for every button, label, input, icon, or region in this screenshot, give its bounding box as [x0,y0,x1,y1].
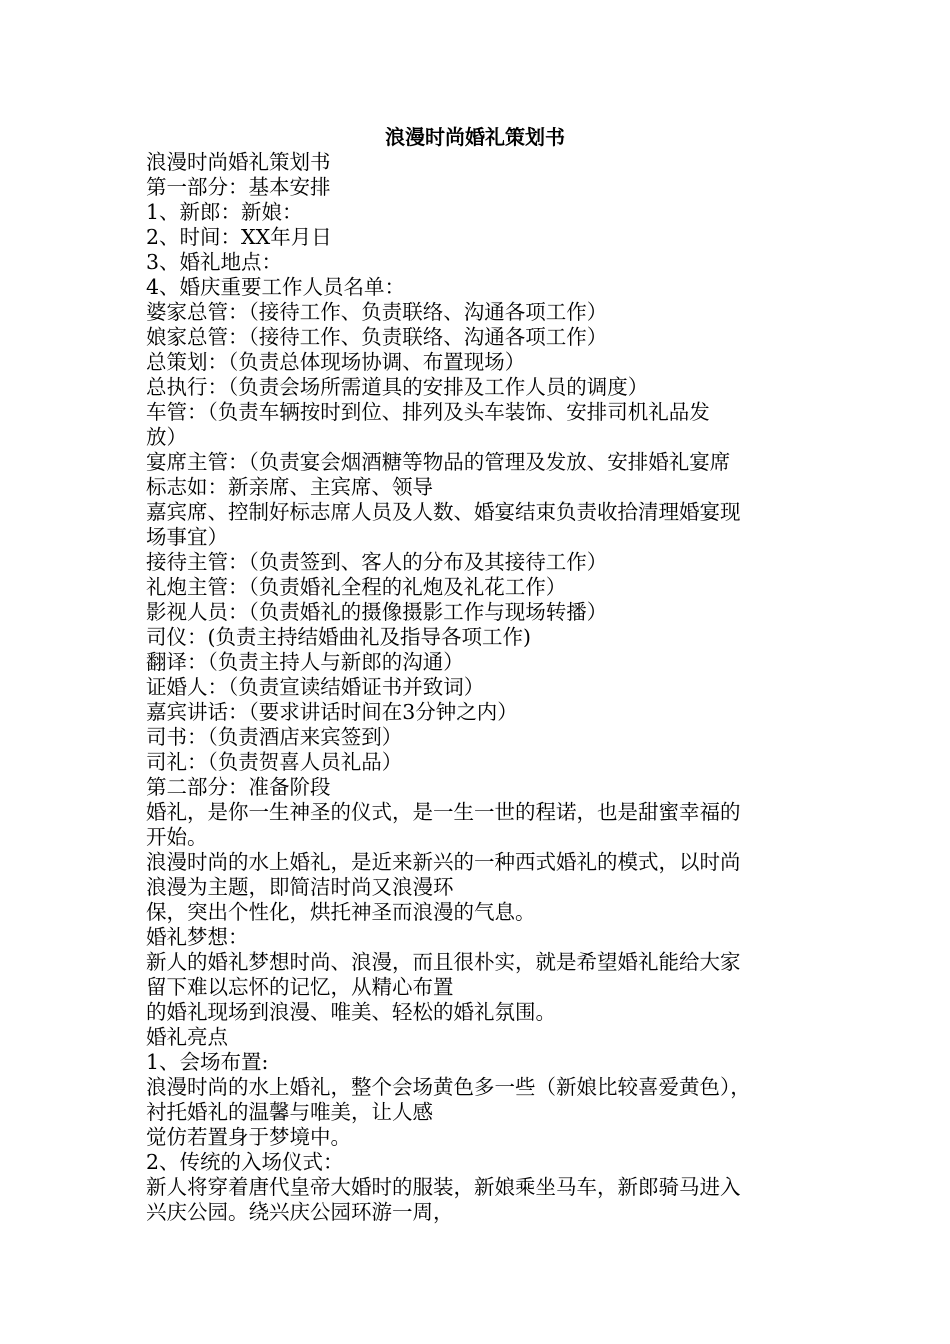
document-title: 浪漫时尚婚礼策划书 [385,125,565,149]
text-line: 衬托婚礼的温馨与唯美，让人感 [146,1100,433,1124]
text-line: 婚礼梦想： [146,925,249,949]
text-line: 保，突出个性化，烘托神圣而浪漫的气息。 [146,900,536,924]
text-line: 浪漫时尚婚礼策划书 [146,150,331,174]
text-line: 司书：（负责酒店来宾签到） [146,725,403,749]
text-line: 婚礼亮点 [146,1025,228,1049]
text-line: 接待主管：（负责签到、客人的分布及其接待工作） [146,550,608,574]
text-line: 放） [146,425,187,449]
text-line: 浪漫为主题，即简洁时尚又浪漫环 [146,875,454,899]
text-line: 留下难以忘怀的记忆，从精心布置 [146,975,454,999]
text-line: 浪漫时尚的水上婚礼，是近来新兴的一种西式婚礼的模式，以时尚 [146,850,741,874]
text-line: 2、时间：XX年月日 [146,225,332,249]
text-line: 总执行：（负责会场所需道具的安排及工作人员的调度） [146,375,649,399]
text-line: 娘家总管：（接待工作、负责联络、沟通各项工作） [146,325,608,349]
text-line: 1、会场布置: [146,1050,269,1074]
text-line: 嘉宾讲话：（要求讲话时间在3分钟之内） [146,700,518,724]
text-line: 证婚人：（负责宣读结婚证书并致词） [146,675,485,699]
section-heading: 第二部分：准备阶段 [146,775,331,799]
text-line: 总策划：（负责总体现场协调、布置现场） [146,350,526,374]
text-line: 婚礼，是你一生神圣的仪式，是一生一世的程诺，也是甜蜜幸福的 [146,800,741,824]
text-line: 浪漫时尚的水上婚礼，整个会场黄色多一些（新娘比较喜爱黄色）， [146,1075,751,1099]
text-line: 车管：（负责车辆按时到位、排列及头车装饰、安排司机礼品发 [146,400,710,424]
text-line: 宴席主管：（负责宴会烟酒糖等物品的管理及发放、安排婚礼宴席 [146,450,731,474]
text-line: 4、婚庆重要工作人员名单： [146,275,406,299]
section-heading: 第一部分：基本安排 [146,175,331,199]
text-line: 2、传统的入场仪式： [146,1150,344,1174]
text-line: 新人将穿着唐代皇帝大婚时的服装，新娘乘坐马车，新郎骑马进入 [146,1175,741,1199]
text-line: 礼炮主管：（负责婚礼全程的礼炮及礼花工作） [146,575,567,599]
text-line: 开始。 [146,825,208,849]
text-line: 司礼：（负责贺喜人员礼品） [146,750,403,774]
text-line: 场事宜） [146,525,228,549]
text-line: 3、婚礼地点： [146,250,283,274]
text-line: 司仪：(负责主持结婚曲礼及指导各项工作) [146,625,531,649]
text-line: 的婚礼现场到浪漫、唯美、轻松的婚礼氛围。 [146,1000,556,1024]
text-line: 1、新郎：新娘： [146,200,303,224]
text-line: 兴庆公园。绕兴庆公园环游一周， [146,1200,454,1224]
text-line: 婆家总管：（接待工作、负责联络、沟通各项工作） [146,300,608,324]
text-line: 标志如：新亲席、主宾席、领导 [146,475,433,499]
text-line: 觉仿若置身于梦境中。 [146,1125,351,1149]
text-line: 新人的婚礼梦想时尚、浪漫，而且很朴实，就是希望婚礼能给大家 [146,950,741,974]
text-line: 翻译：（负责主持人与新郎的沟通） [146,650,464,674]
text-line: 嘉宾席、控制好标志席人员及人数、婚宴结束负责收拾清理婚宴现 [146,500,741,524]
text-line: 影视人员：（负责婚礼的摄像摄影工作与现场转播） [146,600,608,624]
document-body [146,150,811,1225]
